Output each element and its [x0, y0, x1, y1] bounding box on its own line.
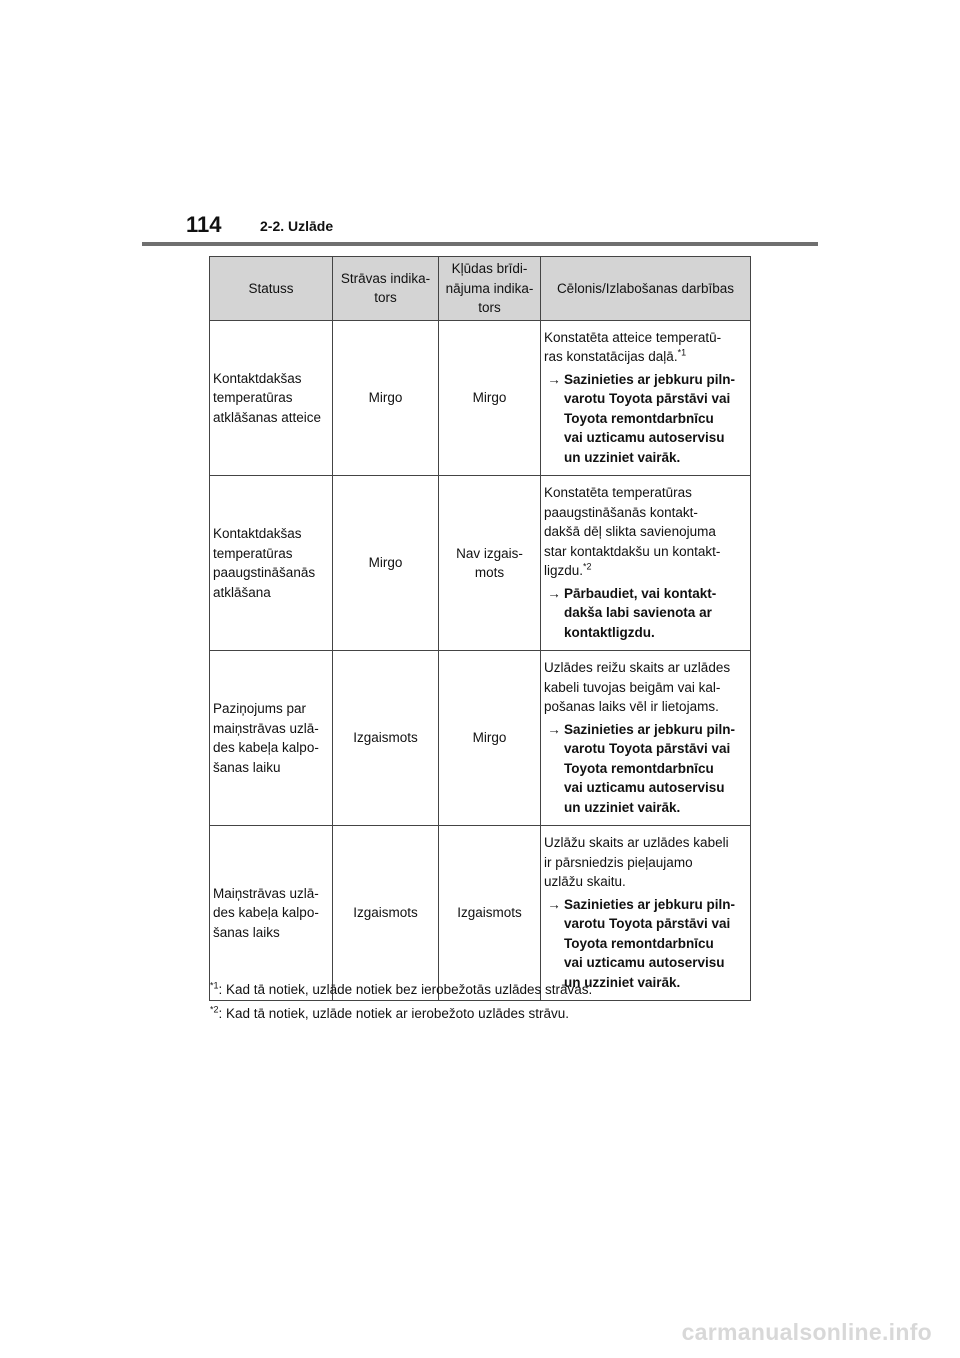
- footnote-reference: *2: [583, 561, 592, 572]
- error-indicator-cell: Mirgo: [439, 651, 541, 826]
- error-indicator-cell: Izgaismots: [439, 826, 541, 1001]
- column-header-cause-action: Cēlonis/Izlabošanas darbības: [541, 257, 751, 321]
- current-indicator-cell: Mirgo: [333, 320, 439, 476]
- table-row: [210, 320, 751, 476]
- status-cell: Kontaktdakšas temperatūras paaugstināšanās atklāšana: [210, 476, 333, 651]
- action-item: [544, 720, 748, 818]
- column-header-error-indicator: Kļūdas brīdi- nājuma indika- tors: [439, 257, 541, 321]
- footnote-reference: *1: [677, 347, 687, 358]
- arrow-right-icon: →: [547, 371, 561, 387]
- status-table: [209, 256, 751, 1001]
- table-header-row: [210, 257, 751, 321]
- action-text: Sazinieties ar jebkuru piln- varotu Toyota pārstāvi vai Toyota remontdarbnīcu vai uzticamu autoservisu un uzziniet vairāk.: [564, 896, 736, 990]
- footnote-text: : Kad tā notiek, uzlāde notiek ar ierobežoto uzlādes strāvu.: [218, 1006, 569, 1021]
- column-header-status: Statuss: [210, 257, 333, 321]
- action-text: Sazinieties ar jebkuru piln- varotu Toyota pārstāvi vai Toyota remontdarbnīcu vai uzticamu autoservisu un uzziniet vairāk.: [564, 721, 736, 815]
- action-item: [544, 370, 748, 468]
- header-divider: [142, 242, 818, 246]
- watermark: carmanualsonline.info: [681, 1319, 932, 1345]
- footnotes: [210, 980, 592, 1028]
- cause-text: Konstatēta atteice temperatū- ras konstatācijas daļā.$^{*1}$: [544, 329, 722, 364]
- status-cell: Maiņstrāvas uzlā- des kabeļa kalpo- šanas laiks: [210, 826, 333, 1001]
- cause-text: Uzlāžu skaits ar uzlādes kabeli ir pārsniedzis pieļaujamo uzlāžu skaitu.: [544, 835, 729, 889]
- table-row: [210, 651, 751, 826]
- action-text: Sazinieties ar jebkuru piln- varotu Toyota pārstāvi vai Toyota remontdarbnīcu vai uzticamu autoservisu un uzziniet vairāk.: [564, 371, 736, 465]
- error-indicator-cell: Nav izgais- mots: [439, 476, 541, 651]
- arrow-right-icon: →: [547, 896, 561, 912]
- action-text: Pārbaudiet, vai kontakt- dakša labi savienota ar kontaktligzdu.: [564, 585, 717, 640]
- arrow-right-icon: →: [547, 585, 561, 601]
- arrow-right-icon: →: [547, 721, 561, 737]
- cause-action-cell: [541, 826, 751, 1001]
- page-number: 114: [186, 212, 222, 237]
- footnote-2: [210, 1004, 592, 1023]
- cause-action-cell: [541, 320, 751, 476]
- current-indicator-cell: Mirgo: [333, 476, 439, 651]
- action-item: [544, 895, 748, 993]
- cause-action-cell: [541, 476, 751, 651]
- footnote-mark: *1: [210, 980, 219, 991]
- cause-action-cell: [541, 651, 751, 826]
- table-row: [210, 826, 751, 1001]
- page-header: [142, 212, 818, 246]
- error-indicator-cell: Mirgo: [439, 320, 541, 476]
- current-indicator-cell: Izgaismots: [333, 651, 439, 826]
- action-item: [544, 584, 748, 643]
- status-cell: Paziņojums par maiņstrāvas uzlā- des kabeļa kalpo- šanas laiku: [210, 651, 333, 826]
- current-indicator-cell: Izgaismots: [333, 826, 439, 1001]
- cause-text: Konstatēta temperatūras paaugstināšanās kontakt- dakšā dēļ slikta savienojuma star kontaktdakšu un kontakt- ligzdu.$^{*2}$: [544, 485, 721, 578]
- status-cell: Kontaktdakšas temperatūras atklāšanas atteice: [210, 320, 333, 476]
- footnote-mark: *2: [210, 1004, 219, 1015]
- footnote-text: : Kad tā notiek, uzlāde notiek bez ierobežotās uzlādes strāvas.: [218, 982, 593, 997]
- table-row: [210, 476, 751, 651]
- column-header-current-indicator: Strāvas indika- tors: [333, 257, 439, 321]
- footnote-1: [210, 980, 592, 999]
- section-title: 2-2. Uzlāde: [260, 218, 334, 234]
- cause-text: Uzlādes reižu skaits ar uzlādes kabeli tuvojas beigām vai kal- pošanas laiks vēl ir lietojams.: [544, 660, 731, 714]
